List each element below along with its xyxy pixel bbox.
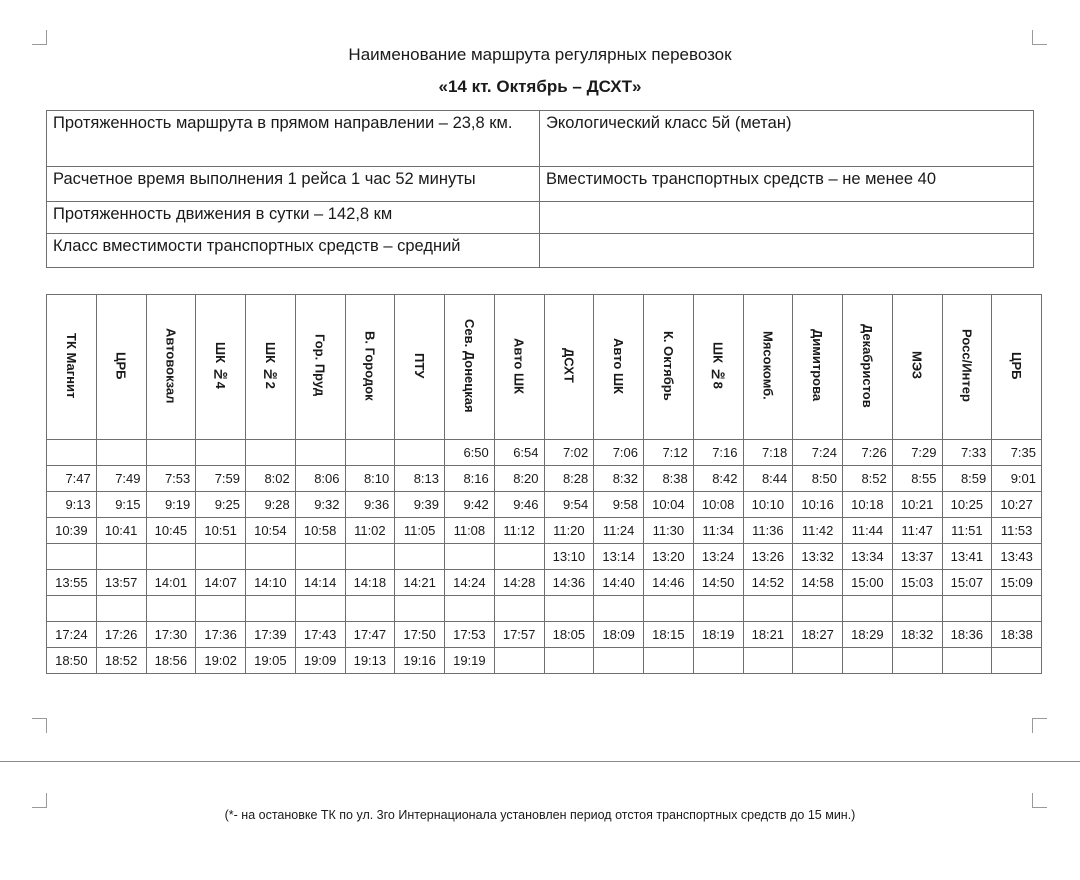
stop-header [445, 295, 495, 440]
capacity-class: Класс вместимости транспортных средств – средний [47, 234, 540, 268]
departure-time [295, 596, 345, 622]
trip-time: Расчетное время выполнения 1 рейса 1 час 52 минуты [47, 167, 540, 202]
departure-time: 10:16 [793, 492, 843, 518]
stop-header [295, 295, 345, 440]
schedule-table [46, 294, 1042, 674]
stop-header [246, 295, 296, 440]
departure-time [942, 596, 992, 622]
departure-time [743, 648, 793, 674]
departure-time: 14:52 [743, 570, 793, 596]
departure-time [445, 596, 495, 622]
departure-time: 10:27 [992, 492, 1042, 518]
departure-time: 13:43 [992, 544, 1042, 570]
departure-time: 8:13 [395, 466, 445, 492]
departure-time [594, 648, 644, 674]
departure-time [992, 596, 1042, 622]
schedule-row [47, 518, 1042, 544]
departure-time: 8:16 [445, 466, 495, 492]
departure-time: 17:50 [395, 622, 445, 648]
stop-header [843, 295, 893, 440]
departure-time [395, 440, 445, 466]
schedule-row [47, 492, 1042, 518]
departure-time [843, 596, 893, 622]
departure-time: 8:10 [345, 466, 395, 492]
stop-header [892, 295, 942, 440]
departure-time [246, 544, 296, 570]
stop-name: Гор. Пруд [312, 334, 328, 397]
departure-time: 11:24 [594, 518, 644, 544]
departure-time: 7:06 [594, 440, 644, 466]
route-length-direct: Протяженность маршрута в прямом направлении – 23,8 км. [47, 111, 540, 167]
departure-time [246, 596, 296, 622]
departure-time: 11:02 [345, 518, 395, 544]
departure-time [693, 648, 743, 674]
stop-name: Авто ШК [611, 337, 627, 394]
departure-time [295, 544, 345, 570]
departure-time: 8:55 [892, 466, 942, 492]
departure-time: 10:18 [843, 492, 893, 518]
departure-time: 17:26 [96, 622, 146, 648]
departure-time [644, 648, 694, 674]
schedule-row [47, 570, 1042, 596]
departure-time: 17:57 [494, 622, 544, 648]
schedule-row [47, 622, 1042, 648]
departure-time: 18:32 [892, 622, 942, 648]
departure-time: 7:02 [544, 440, 594, 466]
departure-time [445, 544, 495, 570]
page-corner-mark [1032, 793, 1047, 808]
empty-cell [540, 234, 1034, 268]
departure-time: 9:28 [246, 492, 296, 518]
departure-time [843, 648, 893, 674]
departure-time [395, 544, 445, 570]
stop-name: Автовокзал [163, 327, 179, 404]
departure-time: 17:39 [246, 622, 296, 648]
departure-time: 17:47 [345, 622, 395, 648]
departure-time: 14:46 [644, 570, 694, 596]
departure-time [892, 648, 942, 674]
departure-time: 14:14 [295, 570, 345, 596]
departure-time: 19:13 [345, 648, 395, 674]
stop-header [743, 295, 793, 440]
departure-time: 7:33 [942, 440, 992, 466]
departure-time: 11:30 [644, 518, 694, 544]
schedule-row [47, 440, 1042, 466]
departure-time: 7:24 [793, 440, 843, 466]
departure-time [544, 596, 594, 622]
stop-name: Сев. Донецкая [461, 318, 477, 413]
departure-time: 10:04 [644, 492, 694, 518]
departure-time [494, 596, 544, 622]
departure-time [594, 596, 644, 622]
departure-time: 10:21 [892, 492, 942, 518]
departure-time: 11:36 [743, 518, 793, 544]
departure-time: 10:25 [942, 492, 992, 518]
departure-time [196, 544, 246, 570]
departure-time: 13:24 [693, 544, 743, 570]
departure-time: 14:36 [544, 570, 594, 596]
stop-name: Димитрова [810, 329, 826, 402]
departure-time: 8:06 [295, 466, 345, 492]
departure-time: 8:20 [494, 466, 544, 492]
stop-name: К. Октябрь [660, 330, 676, 401]
departure-time: 18:19 [693, 622, 743, 648]
page-corner-mark [32, 718, 47, 733]
departure-time: 18:21 [743, 622, 793, 648]
departure-time [96, 596, 146, 622]
departure-time [494, 544, 544, 570]
departure-time: 10:51 [196, 518, 246, 544]
departure-time: 15:03 [892, 570, 942, 596]
departure-time: 14:18 [345, 570, 395, 596]
page-corner-mark [32, 30, 47, 45]
departure-time: 8:02 [246, 466, 296, 492]
departure-time: 13:41 [942, 544, 992, 570]
departure-time: 11:20 [544, 518, 594, 544]
eco-class: Экологический класс 5й (метан) [540, 111, 1034, 167]
stop-header [395, 295, 445, 440]
departure-time: 10:39 [47, 518, 97, 544]
departure-time: 18:36 [942, 622, 992, 648]
departure-time: 14:58 [793, 570, 843, 596]
stop-name: В. Городок [362, 330, 378, 401]
departure-time: 7:47 [47, 466, 97, 492]
departure-time: 7:18 [743, 440, 793, 466]
departure-time [644, 596, 694, 622]
departure-time [246, 440, 296, 466]
departure-time: 17:53 [445, 622, 495, 648]
stop-name: ШК №4 [213, 342, 229, 389]
departure-time [146, 544, 196, 570]
departure-time: 11:44 [843, 518, 893, 544]
departure-time [146, 596, 196, 622]
stop-name: ТК Магнит [63, 332, 79, 399]
stop-header [594, 295, 644, 440]
stop-header [146, 295, 196, 440]
departure-time [494, 648, 544, 674]
schedule-row [47, 466, 1042, 492]
departure-time: 9:19 [146, 492, 196, 518]
departure-time [345, 440, 395, 466]
departure-time: 18:27 [793, 622, 843, 648]
departure-time: 18:29 [843, 622, 893, 648]
departure-time: 8:42 [693, 466, 743, 492]
departure-time: 7:26 [843, 440, 893, 466]
departure-time [96, 440, 146, 466]
departure-time [345, 544, 395, 570]
departure-time: 8:50 [793, 466, 843, 492]
departure-time: 15:00 [843, 570, 893, 596]
departure-time: 13:34 [843, 544, 893, 570]
stop-header [793, 295, 843, 440]
departure-time: 18:38 [992, 622, 1042, 648]
page-corner-mark [32, 793, 47, 808]
departure-time: 15:07 [942, 570, 992, 596]
departure-time [196, 596, 246, 622]
departure-time: 9:54 [544, 492, 594, 518]
departure-time: 11:05 [395, 518, 445, 544]
departure-time [146, 440, 196, 466]
departure-time: 17:36 [196, 622, 246, 648]
departure-time: 7:59 [196, 466, 246, 492]
departure-time: 14:07 [196, 570, 246, 596]
departure-time: 9:25 [196, 492, 246, 518]
stop-header [644, 295, 694, 440]
stop-name: Авто ШК [511, 337, 527, 394]
stop-name: Мясокомб. [760, 331, 776, 400]
departure-time: 14:40 [594, 570, 644, 596]
departure-time: 17:30 [146, 622, 196, 648]
departure-time: 13:10 [544, 544, 594, 570]
stop-name: ПТУ [412, 352, 428, 379]
departure-time: 19:02 [196, 648, 246, 674]
departure-time: 9:01 [992, 466, 1042, 492]
departure-time: 13:37 [892, 544, 942, 570]
departure-time: 11:47 [892, 518, 942, 544]
departure-time: 11:53 [992, 518, 1042, 544]
departure-time [693, 596, 743, 622]
empty-cell [540, 202, 1034, 234]
departure-time: 13:55 [47, 570, 97, 596]
departure-time: 10:58 [295, 518, 345, 544]
departure-time: 18:50 [47, 648, 97, 674]
departure-time [295, 440, 345, 466]
departure-time [47, 596, 97, 622]
stop-name: МЭЗ [909, 351, 925, 380]
departure-time: 14:10 [246, 570, 296, 596]
departure-time: 11:51 [942, 518, 992, 544]
departure-time [47, 440, 97, 466]
departure-time [196, 440, 246, 466]
route-heading: Наименование маршрута регулярных перевозок [348, 45, 732, 64]
stop-header [196, 295, 246, 440]
route-name: «14 кт. Октябрь – ДСХТ» [438, 77, 642, 96]
departure-time: 10:10 [743, 492, 793, 518]
page-separator [0, 761, 1080, 762]
daily-length: Протяженность движения в сутки – 142,8 км [47, 202, 540, 234]
footnote: (*- на остановке ТК по ул. 3го Интернационала установлен период отстоя транспортных средств до 15 мин.) [224, 808, 856, 822]
schedule-row [47, 596, 1042, 622]
stop-header [942, 295, 992, 440]
departure-time: 17:43 [295, 622, 345, 648]
departure-time [395, 596, 445, 622]
departure-time: 19:09 [295, 648, 345, 674]
stop-name: ШК №2 [262, 342, 278, 389]
vehicle-capacity: Вместимость транспортных средств – не менее 40 [540, 167, 1034, 202]
stop-name: ЦРБ [113, 351, 129, 380]
departure-time: 10:41 [96, 518, 146, 544]
stop-header [693, 295, 743, 440]
stop-header [96, 295, 146, 440]
departure-time [47, 544, 97, 570]
departure-time: 18:05 [544, 622, 594, 648]
departure-time: 14:01 [146, 570, 196, 596]
departure-time: 8:52 [843, 466, 893, 492]
stop-name: Декабристов [859, 323, 875, 408]
departure-time: 11:42 [793, 518, 843, 544]
stop-header [544, 295, 594, 440]
departure-time: 9:32 [295, 492, 345, 518]
departure-time: 13:26 [743, 544, 793, 570]
page-corner-mark [1032, 718, 1047, 733]
departure-time [544, 648, 594, 674]
departure-time [942, 648, 992, 674]
departure-time: 18:52 [96, 648, 146, 674]
departure-time: 19:16 [395, 648, 445, 674]
departure-time [345, 596, 395, 622]
departure-time: 7:53 [146, 466, 196, 492]
departure-time: 7:12 [644, 440, 694, 466]
stop-name: ЦРБ [1009, 351, 1025, 380]
stop-header [345, 295, 395, 440]
schedule-row [47, 648, 1042, 674]
departure-time: 14:50 [693, 570, 743, 596]
departure-time: 17:24 [47, 622, 97, 648]
departure-time: 19:19 [445, 648, 495, 674]
stop-name: Росс/Интер [959, 329, 975, 402]
departure-time: 10:45 [146, 518, 196, 544]
departure-time: 11:34 [693, 518, 743, 544]
stop-name: ДСХТ [561, 348, 577, 383]
departure-time: 7:49 [96, 466, 146, 492]
departure-time: 13:14 [594, 544, 644, 570]
route-info-table [46, 110, 1034, 268]
departure-time: 19:05 [246, 648, 296, 674]
departure-time: 13:20 [644, 544, 694, 570]
departure-time: 8:28 [544, 466, 594, 492]
stop-header [494, 295, 544, 440]
departure-time: 7:29 [892, 440, 942, 466]
departure-time: 10:08 [693, 492, 743, 518]
departure-time: 8:59 [942, 466, 992, 492]
stop-header [992, 295, 1042, 440]
departure-time: 13:32 [793, 544, 843, 570]
departure-time [793, 648, 843, 674]
departure-time: 7:16 [693, 440, 743, 466]
departure-time: 7:35 [992, 440, 1042, 466]
departure-time: 14:24 [445, 570, 495, 596]
departure-time: 11:08 [445, 518, 495, 544]
departure-time: 9:46 [494, 492, 544, 518]
schedule-row [47, 544, 1042, 570]
page-corner-mark [1032, 30, 1047, 45]
departure-time: 9:36 [345, 492, 395, 518]
departure-time: 18:15 [644, 622, 694, 648]
stop-header [47, 295, 97, 440]
departure-time: 11:12 [494, 518, 544, 544]
stops-header-row [47, 295, 1042, 440]
departure-time: 6:50 [445, 440, 495, 466]
departure-time [992, 648, 1042, 674]
departure-time: 9:42 [445, 492, 495, 518]
departure-time: 14:28 [494, 570, 544, 596]
departure-time: 8:44 [743, 466, 793, 492]
departure-time: 6:54 [494, 440, 544, 466]
departure-time: 8:32 [594, 466, 644, 492]
departure-time: 9:15 [96, 492, 146, 518]
departure-time: 15:09 [992, 570, 1042, 596]
departure-time [793, 596, 843, 622]
departure-time: 9:13 [47, 492, 97, 518]
departure-time: 18:56 [146, 648, 196, 674]
departure-time: 10:54 [246, 518, 296, 544]
departure-time: 18:09 [594, 622, 644, 648]
departure-time [96, 544, 146, 570]
stop-name: ШК №8 [710, 342, 726, 389]
departure-time: 8:38 [644, 466, 694, 492]
departure-time: 9:58 [594, 492, 644, 518]
departure-time: 13:57 [96, 570, 146, 596]
departure-time: 9:39 [395, 492, 445, 518]
departure-time [892, 596, 942, 622]
departure-time [743, 596, 793, 622]
departure-time: 14:21 [395, 570, 445, 596]
